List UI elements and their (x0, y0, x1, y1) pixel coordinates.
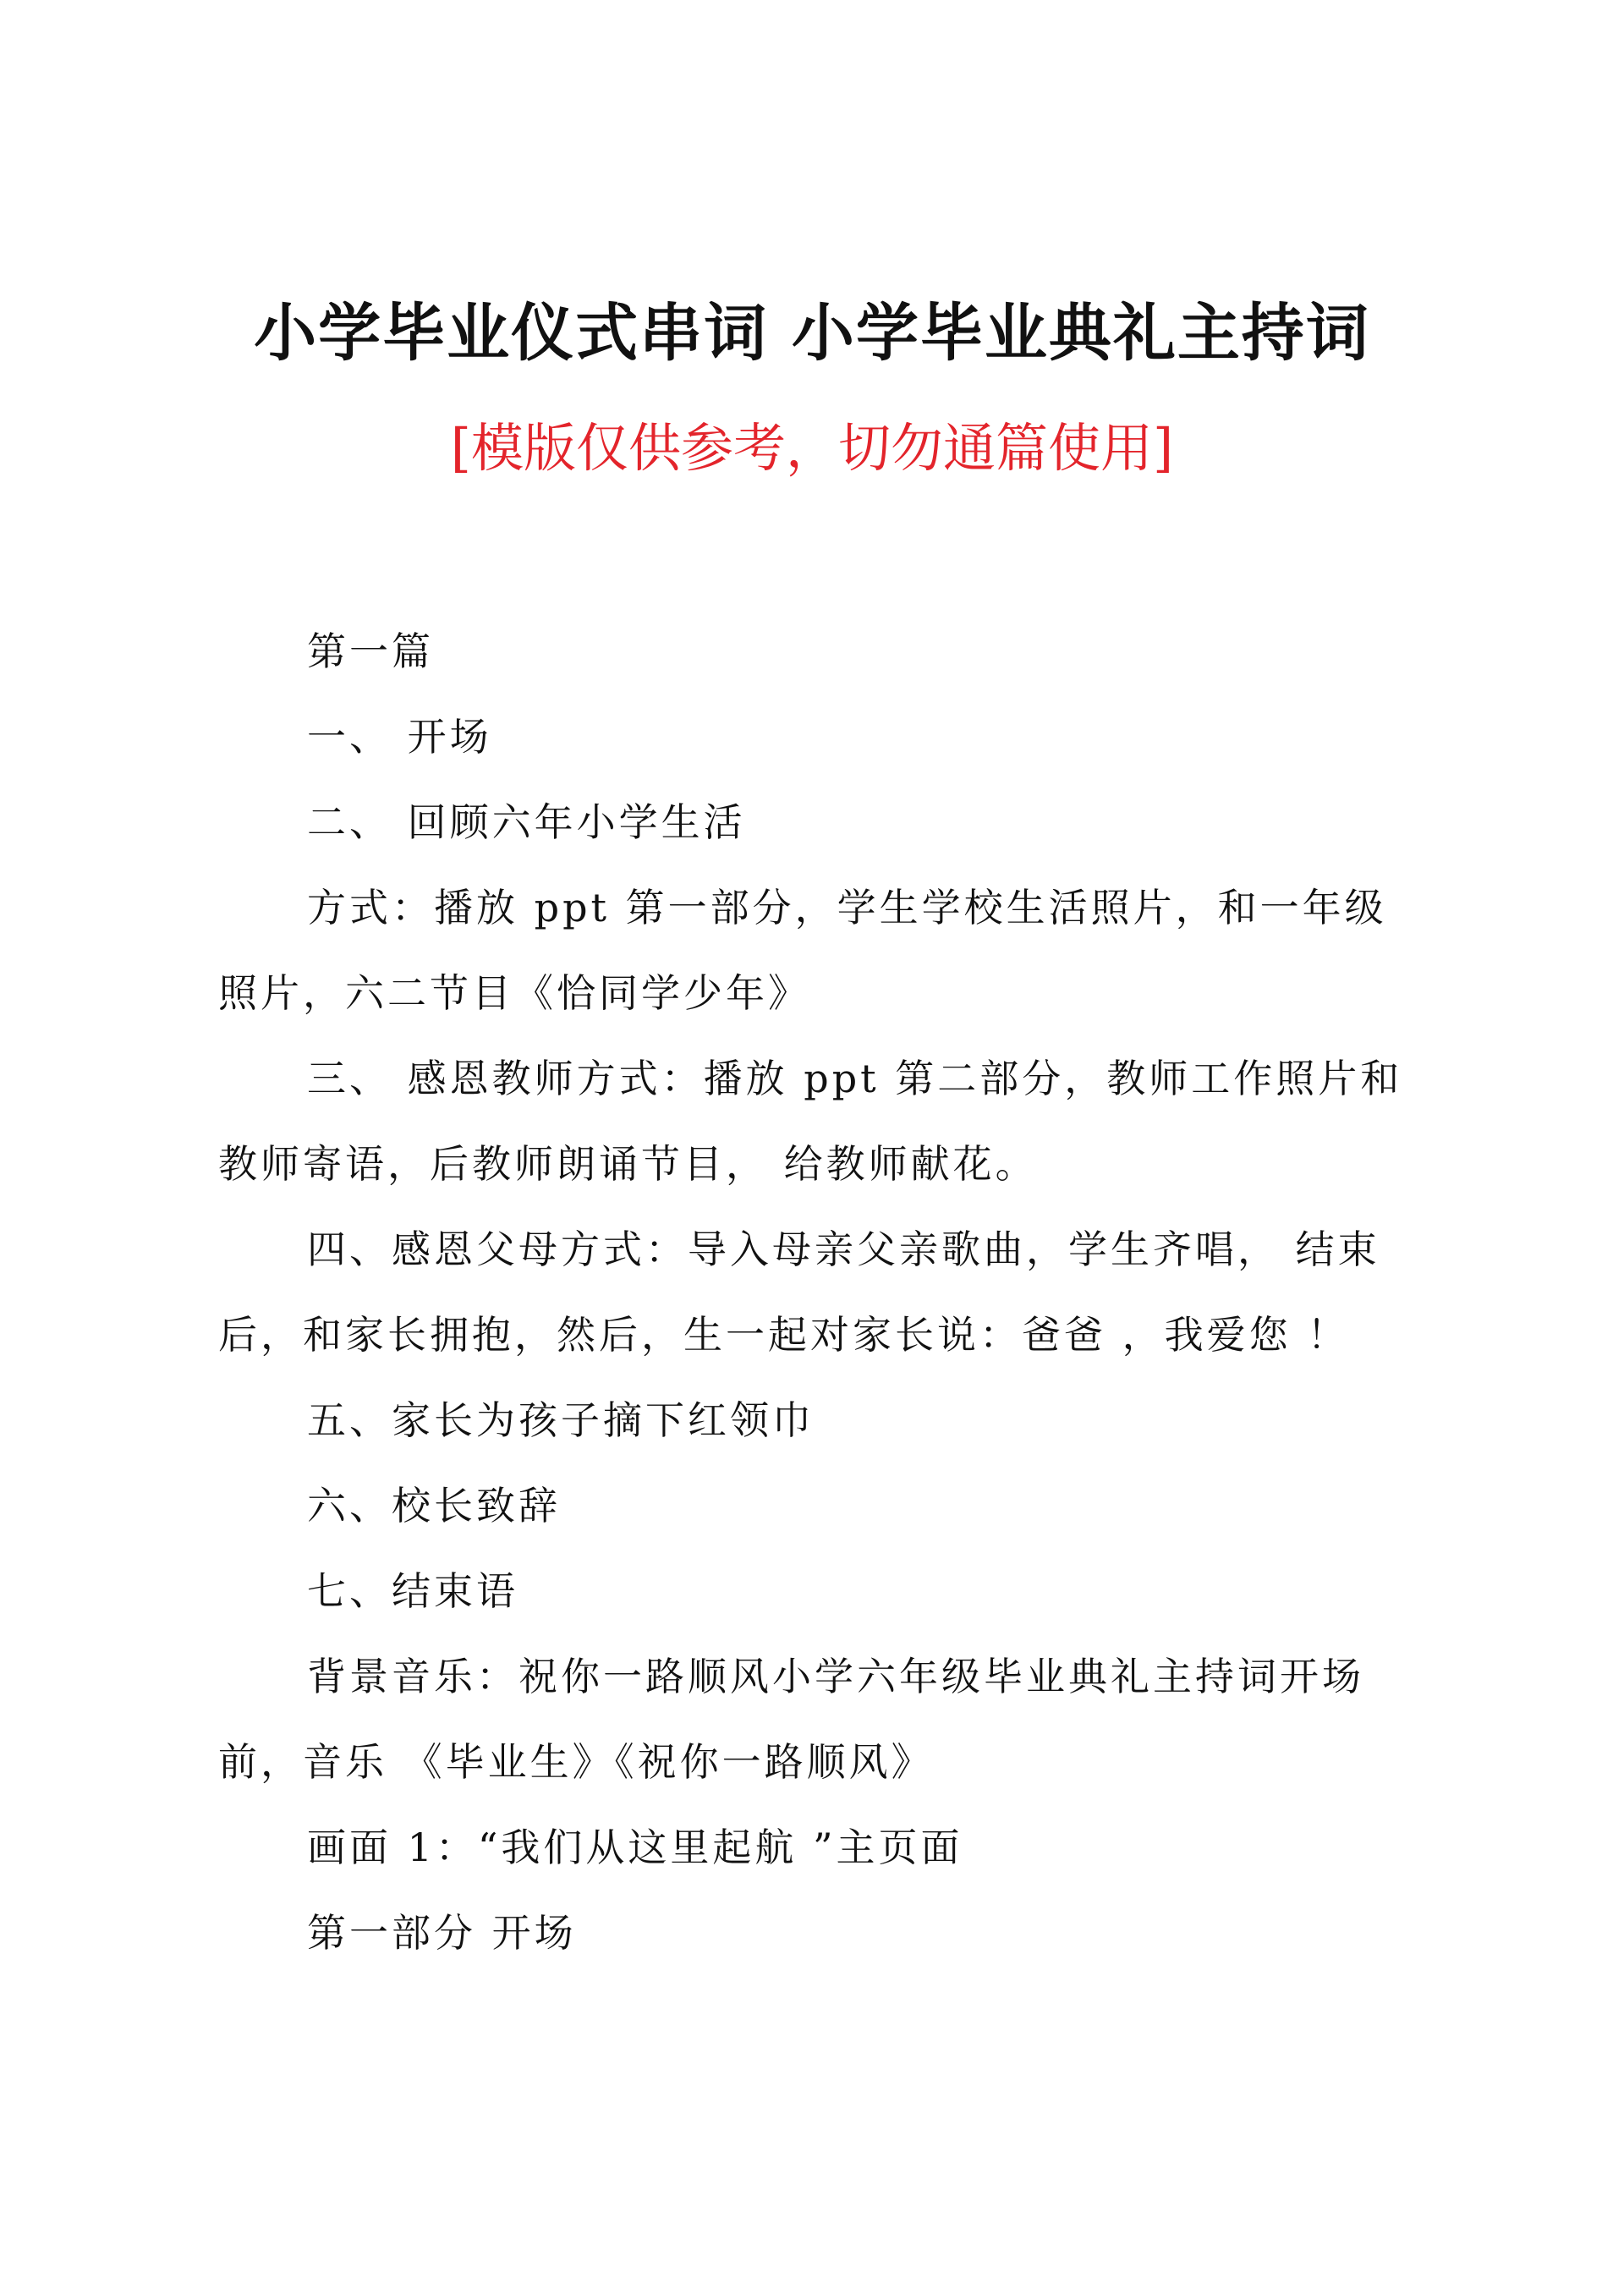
list-item: 五、家长为孩子摘下红领巾 (307, 1397, 815, 1443)
section-heading: 第一部分 开场 (307, 1910, 577, 1956)
list-item: 二、 回顾六年小学生活 (307, 799, 746, 845)
paragraph: 背景音乐：祝你一路顺风小学六年级毕业典礼主持词开场前，音乐 《毕业生》《祝你一路顺风》 (218, 1654, 1364, 1785)
template-notice: [模版仅供参考，切勿通篇使用] (450, 417, 1174, 479)
paragraph: 画面 1：“我们从这里起航 ”主页面 (307, 1825, 963, 1870)
list-item: 六、校长致辞 (307, 1483, 561, 1528)
document-title: 小学毕业仪式串词 小学毕业典礼主持词 (254, 297, 1370, 370)
list-item: 七、结束语 (307, 1568, 518, 1614)
list-item: 四、感恩父母方式：导入母亲父亲歌曲，学生齐唱， 结束后，和家长拥抱，然后，生一起对家长说：爸爸 ，我爱您 ！ (218, 1227, 1380, 1358)
list-item: 一、 开场 (307, 714, 492, 760)
section-heading: 第一篇 (307, 628, 434, 674)
paragraph: 方式：播放 ppt 第一部分，学生学校生活照片，和一年级照片，六二节目《恰同学少年》 (218, 885, 1387, 1016)
list-item: 三、 感恩教师方式：播放 ppt 第二部分，教师工作照片和教师寄语，后教师朗诵节目， 给教师献花。 (218, 1056, 1403, 1187)
document-body (218, 609, 1419, 1976)
